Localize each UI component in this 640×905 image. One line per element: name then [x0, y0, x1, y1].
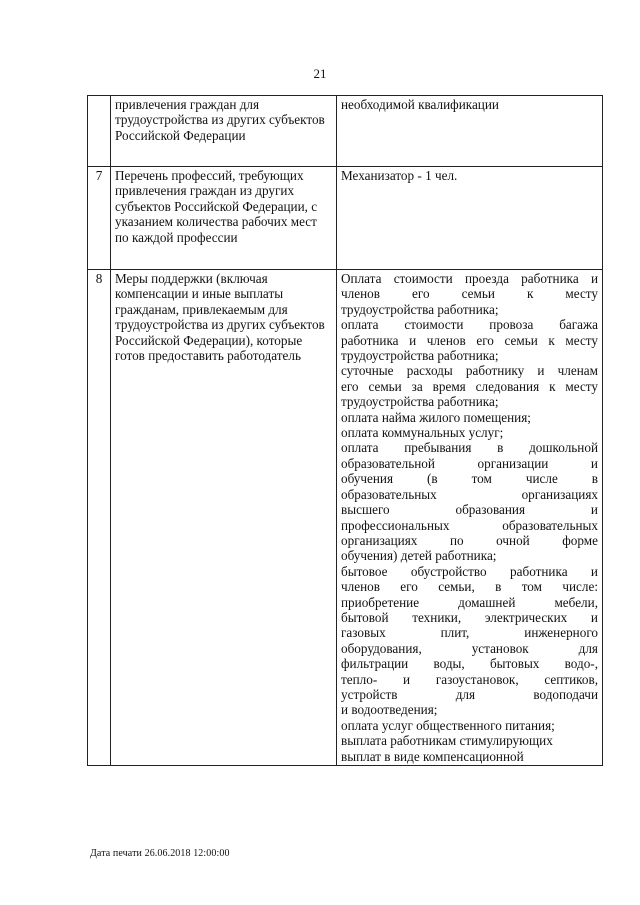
- value-line: устройств для водоподачи: [341, 686, 598, 702]
- value-line: профессиональных образовательных: [341, 517, 598, 533]
- row-value: [337, 270, 603, 766]
- value-line: организациях по очной форме: [341, 532, 598, 548]
- table-row: [88, 167, 603, 270]
- row-number: 8: [88, 270, 111, 766]
- table-row: [88, 96, 603, 167]
- value-line: высшего образования и: [341, 502, 598, 518]
- value-line: образовательной организации и: [341, 455, 598, 471]
- value-line: бытовое обустройство работника и: [341, 563, 598, 579]
- value-line: трудоустройства работника;: [341, 394, 499, 410]
- row-parameter: Меры поддержки (включая компенсации и иные выплаты гражданам, привлекаемым для трудоустройства из других субъектов Российской Федерации), которые готов предоставить работодатель: [111, 270, 337, 766]
- value-line: трудоустройства работника;: [341, 301, 499, 317]
- value-line: приобретение домашней мебели,: [341, 594, 598, 610]
- print-date: Дата печати 26.06.2018 12:00:00: [90, 848, 230, 859]
- value-line: оплата стоимости провоза багажа: [341, 317, 598, 333]
- value-line: фильтрации воды, бытовых водо-,: [341, 656, 598, 672]
- value-line: оборудования, установок для: [341, 640, 598, 656]
- page-number: 21: [313, 66, 327, 81]
- value-line: тепло- и газоустановок, септиков,: [341, 671, 598, 687]
- value-line: Механизатор - 1 чел.: [341, 168, 458, 183]
- value-line: и водоотведения;: [341, 702, 438, 718]
- value-line: членов его семьи к месту: [341, 286, 598, 302]
- row-parameter: привлечения граждан для трудоустройства из других субъектов Российской Федерации: [111, 96, 337, 167]
- value-line: обучения (в том числе в: [341, 471, 598, 487]
- value-line: суточные расходы работнику и членам: [341, 363, 598, 379]
- value-line: оплата пребывания в дошкольной: [341, 440, 598, 456]
- value-line: Оплата стоимости проезда работника и: [341, 271, 598, 286]
- row-number: [88, 96, 111, 167]
- value-line: выплат в виде компенсационной: [341, 748, 524, 764]
- value-line: газовых плит, инженерного: [341, 625, 598, 641]
- value-line: образовательных организациях: [341, 486, 598, 502]
- value-line: оплата услуг общественного питания;: [341, 717, 555, 733]
- value-line: необходимой квалификации: [341, 97, 499, 112]
- value-line: оплата коммунальных услуг;: [341, 425, 504, 441]
- value-line: оплата найма жилого помещения;: [341, 409, 531, 425]
- table-row: [88, 270, 603, 766]
- value-line: работника и членов его семьи к месту: [341, 332, 598, 348]
- row-value: [337, 96, 603, 167]
- support-measures-table: [87, 95, 603, 766]
- value-line: его семьи за время следования к месту: [341, 378, 598, 394]
- value-line: бытовой техники, электрических и: [341, 609, 598, 625]
- value-line: трудоустройства работника;: [341, 348, 499, 364]
- value-line: обучения) детей работника;: [341, 548, 497, 564]
- row-parameter: Перечень профессий, требующих привлечения граждан из других субъектов Российской Федерации, с указанием количества рабочих мест по каждой профессии: [111, 167, 337, 270]
- value-line: выплата работникам стимулирующих: [341, 733, 553, 749]
- value-line: членов его семьи, в том числе:: [341, 579, 598, 595]
- row-number: 7: [88, 167, 111, 270]
- row-value: [337, 167, 603, 270]
